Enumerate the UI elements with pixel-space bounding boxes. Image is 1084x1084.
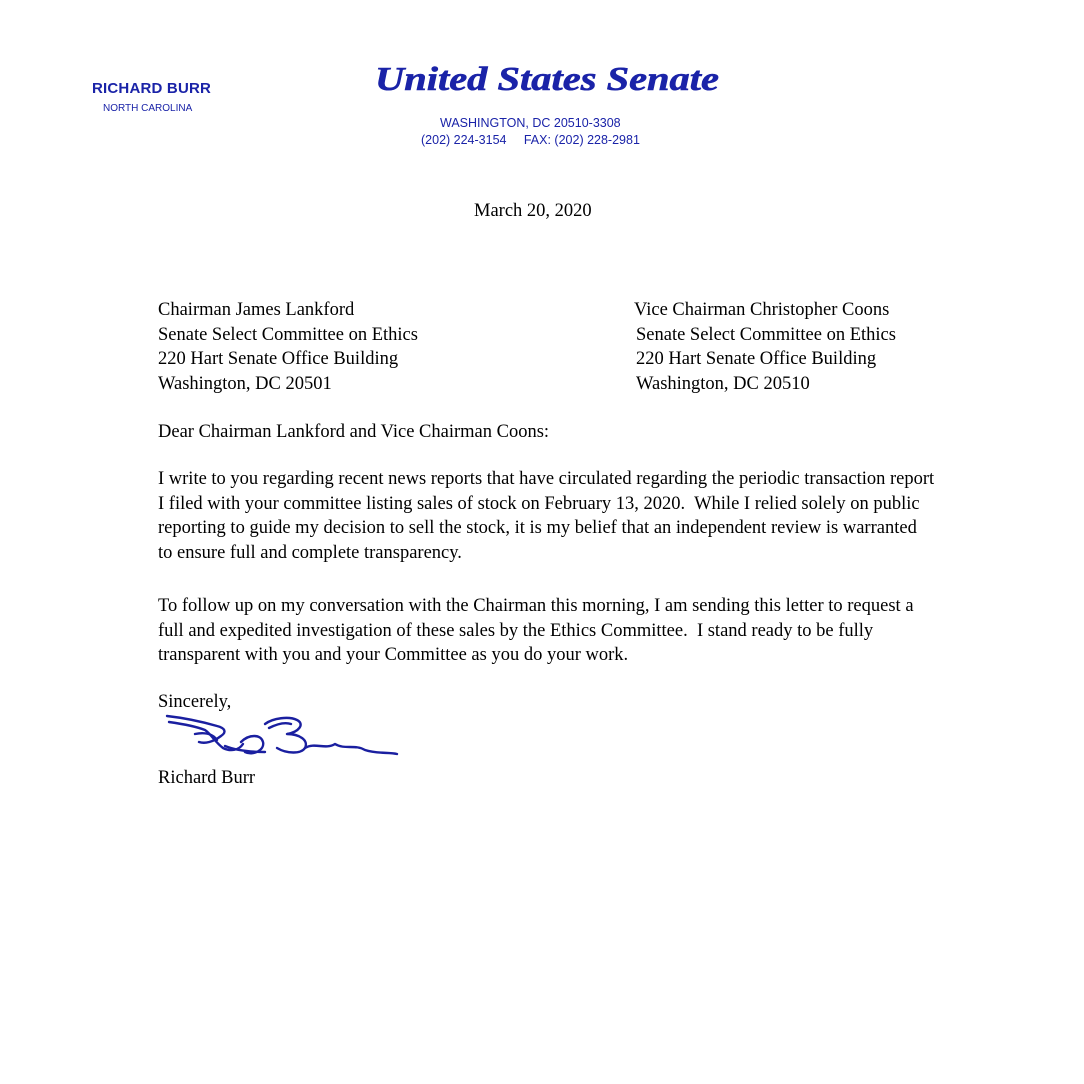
body-paragraph-1 [158, 467, 934, 565]
paragraph-line: I filed with your committee listing sales of stock on February 13, 2020. While I relied solely on public [158, 493, 920, 514]
address-line: Washington, DC 20510 [636, 373, 810, 394]
address-line: Senate Select Committee on Ethics [636, 324, 896, 345]
recipient-address-left [158, 298, 418, 396]
letter-date: March 20, 2020 [474, 201, 592, 221]
paragraph-line: transparent with you and your Committee as you do your work. [158, 645, 629, 665]
paragraph-line: I write to you regarding recent news reports that have circulated regarding the periodic transaction report [158, 469, 935, 489]
senate-title-text: United States Senate [375, 61, 719, 98]
contact-line [421, 133, 640, 147]
signature-icon [165, 712, 401, 764]
address-line: Washington, DC 20501 [158, 373, 332, 394]
address-line: Senate Select Committee on Ethics [158, 324, 418, 345]
senator-state: NORTH CAROLINA [103, 103, 193, 114]
phone-number: (202) 224-3154 [421, 133, 507, 147]
body-paragraph-2 [158, 594, 914, 668]
paragraph-line: To follow up on my conversation with the Chairman this morning, I am sending this letter to request a [158, 596, 914, 616]
recipient-address-right [636, 298, 896, 396]
address-line: Chairman James Lankford [158, 300, 355, 320]
fax-number: FAX: (202) 228-2981 [523, 133, 640, 147]
paragraph-line: to ensure full and complete transparency. [158, 542, 462, 563]
salutation: Dear Chairman Lankford and Vice Chairman Coons: [158, 422, 550, 442]
closing: Sincerely, [158, 692, 232, 712]
office-address: WASHINGTON, DC 20510-3308 [440, 116, 621, 130]
paragraph-line: full and expedited investigation of these sales by the Ethics Committee. I stand ready to be fully [158, 620, 874, 641]
senate-title [372, 58, 722, 98]
address-line: 220 Hart Senate Office Building [636, 349, 877, 369]
paragraph-line: reporting to guide my decision to sell the stock, it is my belief that an independent review is warranted [158, 518, 917, 538]
address-line: 220 Hart Senate Office Building [158, 349, 399, 369]
address-line: Vice Chairman Christopher Coons [634, 300, 890, 320]
senator-name: RICHARD BURR [92, 80, 212, 97]
signer-name: Richard Burr [158, 768, 256, 788]
